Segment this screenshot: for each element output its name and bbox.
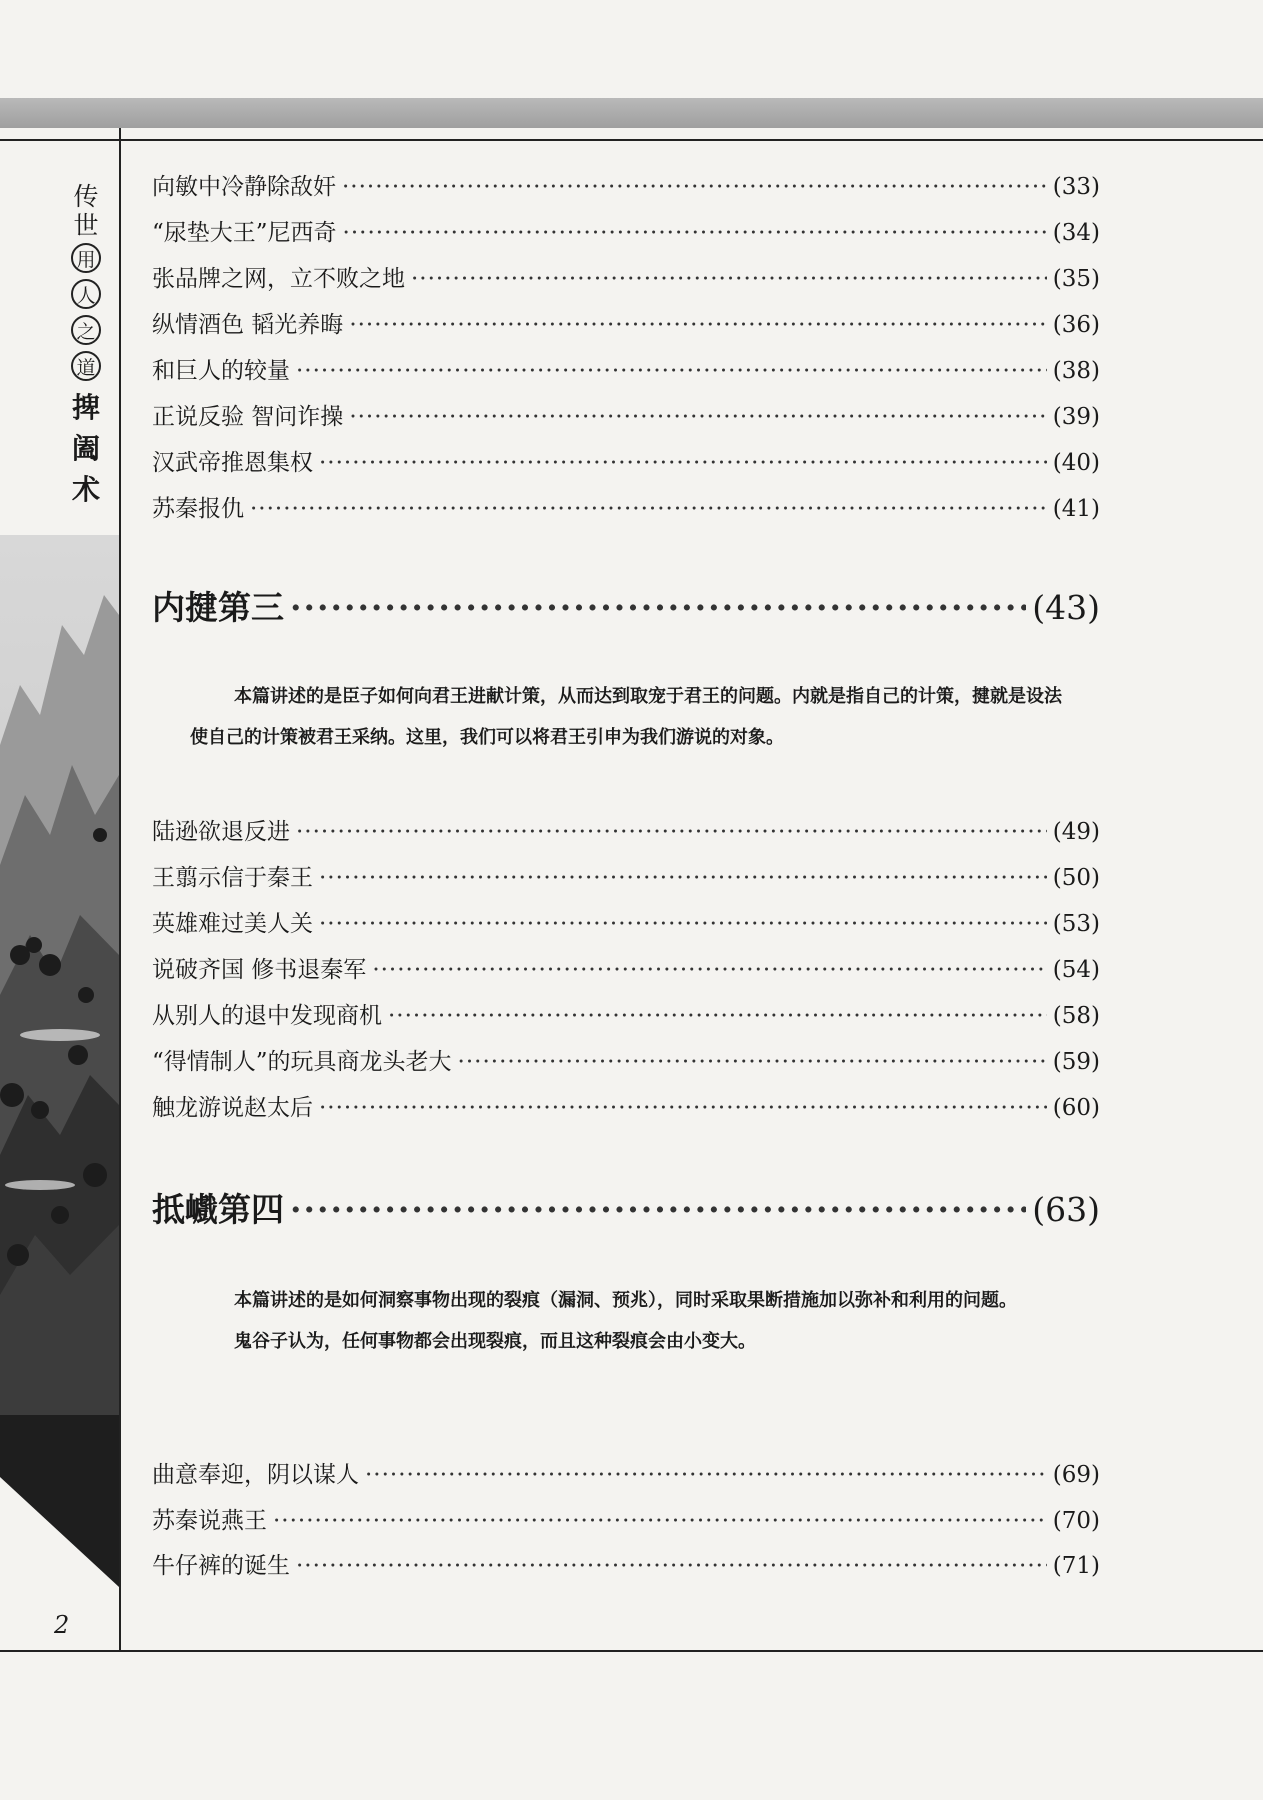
toc-entry-page: (35) [1052, 266, 1100, 292]
toc-entry-title: 张品牌之网，立不败之地 [152, 266, 405, 292]
landscape-painting [0, 535, 119, 1415]
side-title-char: 世 [73, 211, 99, 240]
side-title-bold-char: 术 [71, 473, 100, 506]
leader-dots [458, 1049, 1047, 1075]
leader-dots [319, 450, 1047, 476]
toc-entry-title: 苏秦说燕王 [152, 1508, 267, 1534]
toc-entry-page: (71) [1052, 1553, 1100, 1579]
toc-entry[interactable] [152, 306, 1100, 339]
toc-entry[interactable] [152, 444, 1100, 477]
toc-entry-title: “得情制人”的玩具商龙头老大 [152, 1049, 452, 1075]
toc-entry-title: 汉武帝推恩集权 [152, 450, 313, 476]
margin-rule [119, 128, 121, 1651]
side-title-circled-char: 用 [71, 243, 101, 273]
page-number: 2 [54, 1611, 70, 1639]
side-title-circled-char: 道 [71, 351, 101, 381]
toc-entry-title: 纵情酒色 韬光养晦 [152, 312, 344, 338]
leader-dots [296, 1553, 1047, 1579]
toc-entry-page: (53) [1052, 911, 1100, 937]
toc-entry-title: “尿垫大王”尼西奇 [152, 220, 337, 246]
toc-entry-page: (49) [1052, 819, 1100, 845]
side-book-title [62, 182, 110, 507]
toc-entry-title: 牛仔裤的诞生 [152, 1553, 290, 1579]
toc-entry-page: (39) [1052, 404, 1100, 430]
decorative-wedge [0, 1415, 119, 1587]
toc-entry-page: (70) [1052, 1508, 1100, 1534]
toc-entry[interactable] [152, 168, 1100, 201]
toc-entry-title: 向敏中冷静除敌奸 [152, 174, 336, 200]
leader-dots [290, 1190, 1026, 1229]
toc-entry[interactable] [152, 905, 1100, 938]
leader-dots [290, 588, 1026, 627]
toc-entry[interactable] [152, 352, 1100, 385]
side-title-bold-char: 阖 [71, 432, 100, 465]
chapter-page: (43) [1032, 588, 1100, 627]
toc-entry[interactable] [152, 1456, 1100, 1489]
toc-entry[interactable] [152, 214, 1100, 247]
toc-entry-title: 陆逊欲退反进 [152, 819, 290, 845]
toc-entry[interactable] [152, 490, 1100, 523]
intro-paragraph: 本篇讲述的是臣子如何向君王进献计策，从而达到取宠于君王的问题。内就是指自己的计策，揵就是设法使自己的计策被君王采纳。这里，我们可以将君王引申为我们游说的对象。 [190, 686, 1062, 748]
intro-paragraph: 本篇讲述的是如何洞察事物出现的裂痕（漏洞、预兆），同时采取果断措施加以弥补和利用的问题。 [234, 1290, 1017, 1311]
toc-entry[interactable] [152, 997, 1100, 1030]
toc-entry-title: 英雄难过美人关 [152, 911, 313, 937]
toc-entry[interactable] [152, 813, 1100, 846]
top-rule [0, 139, 1263, 141]
toc-entry-page: (60) [1052, 1095, 1100, 1121]
chapter-heading[interactable] [152, 1184, 1100, 1231]
side-title-bold-char: 捭 [71, 391, 100, 424]
leader-dots [319, 911, 1047, 937]
toc-entry-page: (40) [1052, 450, 1100, 476]
toc-entry-title: 说破齐国 修书退秦军 [152, 957, 367, 983]
leader-dots [319, 865, 1047, 891]
toc-entry-title: 曲意奉迎，阴以谋人 [152, 1462, 359, 1488]
toc-entry-title: 正说反验 智问诈操 [152, 404, 344, 430]
toc-entry-page: (41) [1052, 496, 1100, 522]
toc-entry[interactable] [152, 1502, 1100, 1535]
chapter-title: 内揵第三 [152, 588, 284, 627]
toc-entry-page: (69) [1052, 1462, 1100, 1488]
toc-entry[interactable] [152, 951, 1100, 984]
toc-entry[interactable] [152, 260, 1100, 293]
toc-entry-page: (50) [1052, 865, 1100, 891]
leader-dots [365, 1462, 1047, 1488]
toc-entry-page: (36) [1052, 312, 1100, 338]
toc-entry-page: (58) [1052, 1003, 1100, 1029]
chapter-page: (63) [1032, 1190, 1100, 1229]
leader-dots [319, 1095, 1047, 1121]
leader-dots [388, 1003, 1047, 1029]
toc-entry-page: (54) [1052, 957, 1100, 983]
chapter-intro [190, 676, 1078, 758]
leader-dots [273, 1508, 1047, 1534]
bottom-rule [0, 1650, 1263, 1652]
toc-entry[interactable] [152, 398, 1100, 431]
toc-entry[interactable] [152, 1089, 1100, 1122]
leader-dots [250, 496, 1047, 522]
toc-entry[interactable] [152, 1043, 1100, 1076]
leader-dots [372, 957, 1046, 983]
chapter-intro [190, 1280, 1078, 1362]
leader-dots [349, 404, 1046, 430]
toc-entry-title: 王翦示信于秦王 [152, 865, 313, 891]
toc-entry[interactable] [152, 1547, 1100, 1580]
toc-entry-title: 从别人的退中发现商机 [152, 1003, 382, 1029]
toc-entry[interactable] [152, 859, 1100, 892]
toc-entry-page: (38) [1052, 358, 1100, 384]
side-title-circled-char: 之 [71, 315, 101, 345]
toc-entry-page: (59) [1052, 1049, 1100, 1075]
chapter-title: 抵巇第四 [152, 1190, 284, 1229]
leader-dots [296, 819, 1047, 845]
toc-entry-page: (33) [1052, 174, 1100, 200]
intro-paragraph: 鬼谷子认为，任何事物都会出现裂痕，而且这种裂痕会由小变大。 [234, 1331, 756, 1352]
leader-dots [342, 174, 1047, 200]
leader-dots [296, 358, 1047, 384]
leader-dots [343, 220, 1047, 246]
toc-entry-title: 苏秦报仇 [152, 496, 244, 522]
side-title-char: 传 [73, 182, 99, 211]
toc-entry-page: (34) [1052, 220, 1100, 246]
leader-dots [349, 312, 1046, 338]
side-title-circled-char: 人 [71, 279, 101, 309]
chapter-heading[interactable] [152, 582, 1100, 629]
leader-dots [411, 266, 1047, 292]
toc-entry-title: 触龙游说赵太后 [152, 1095, 313, 1121]
toc-entry-title: 和巨人的较量 [152, 358, 290, 384]
header-band [0, 98, 1263, 128]
